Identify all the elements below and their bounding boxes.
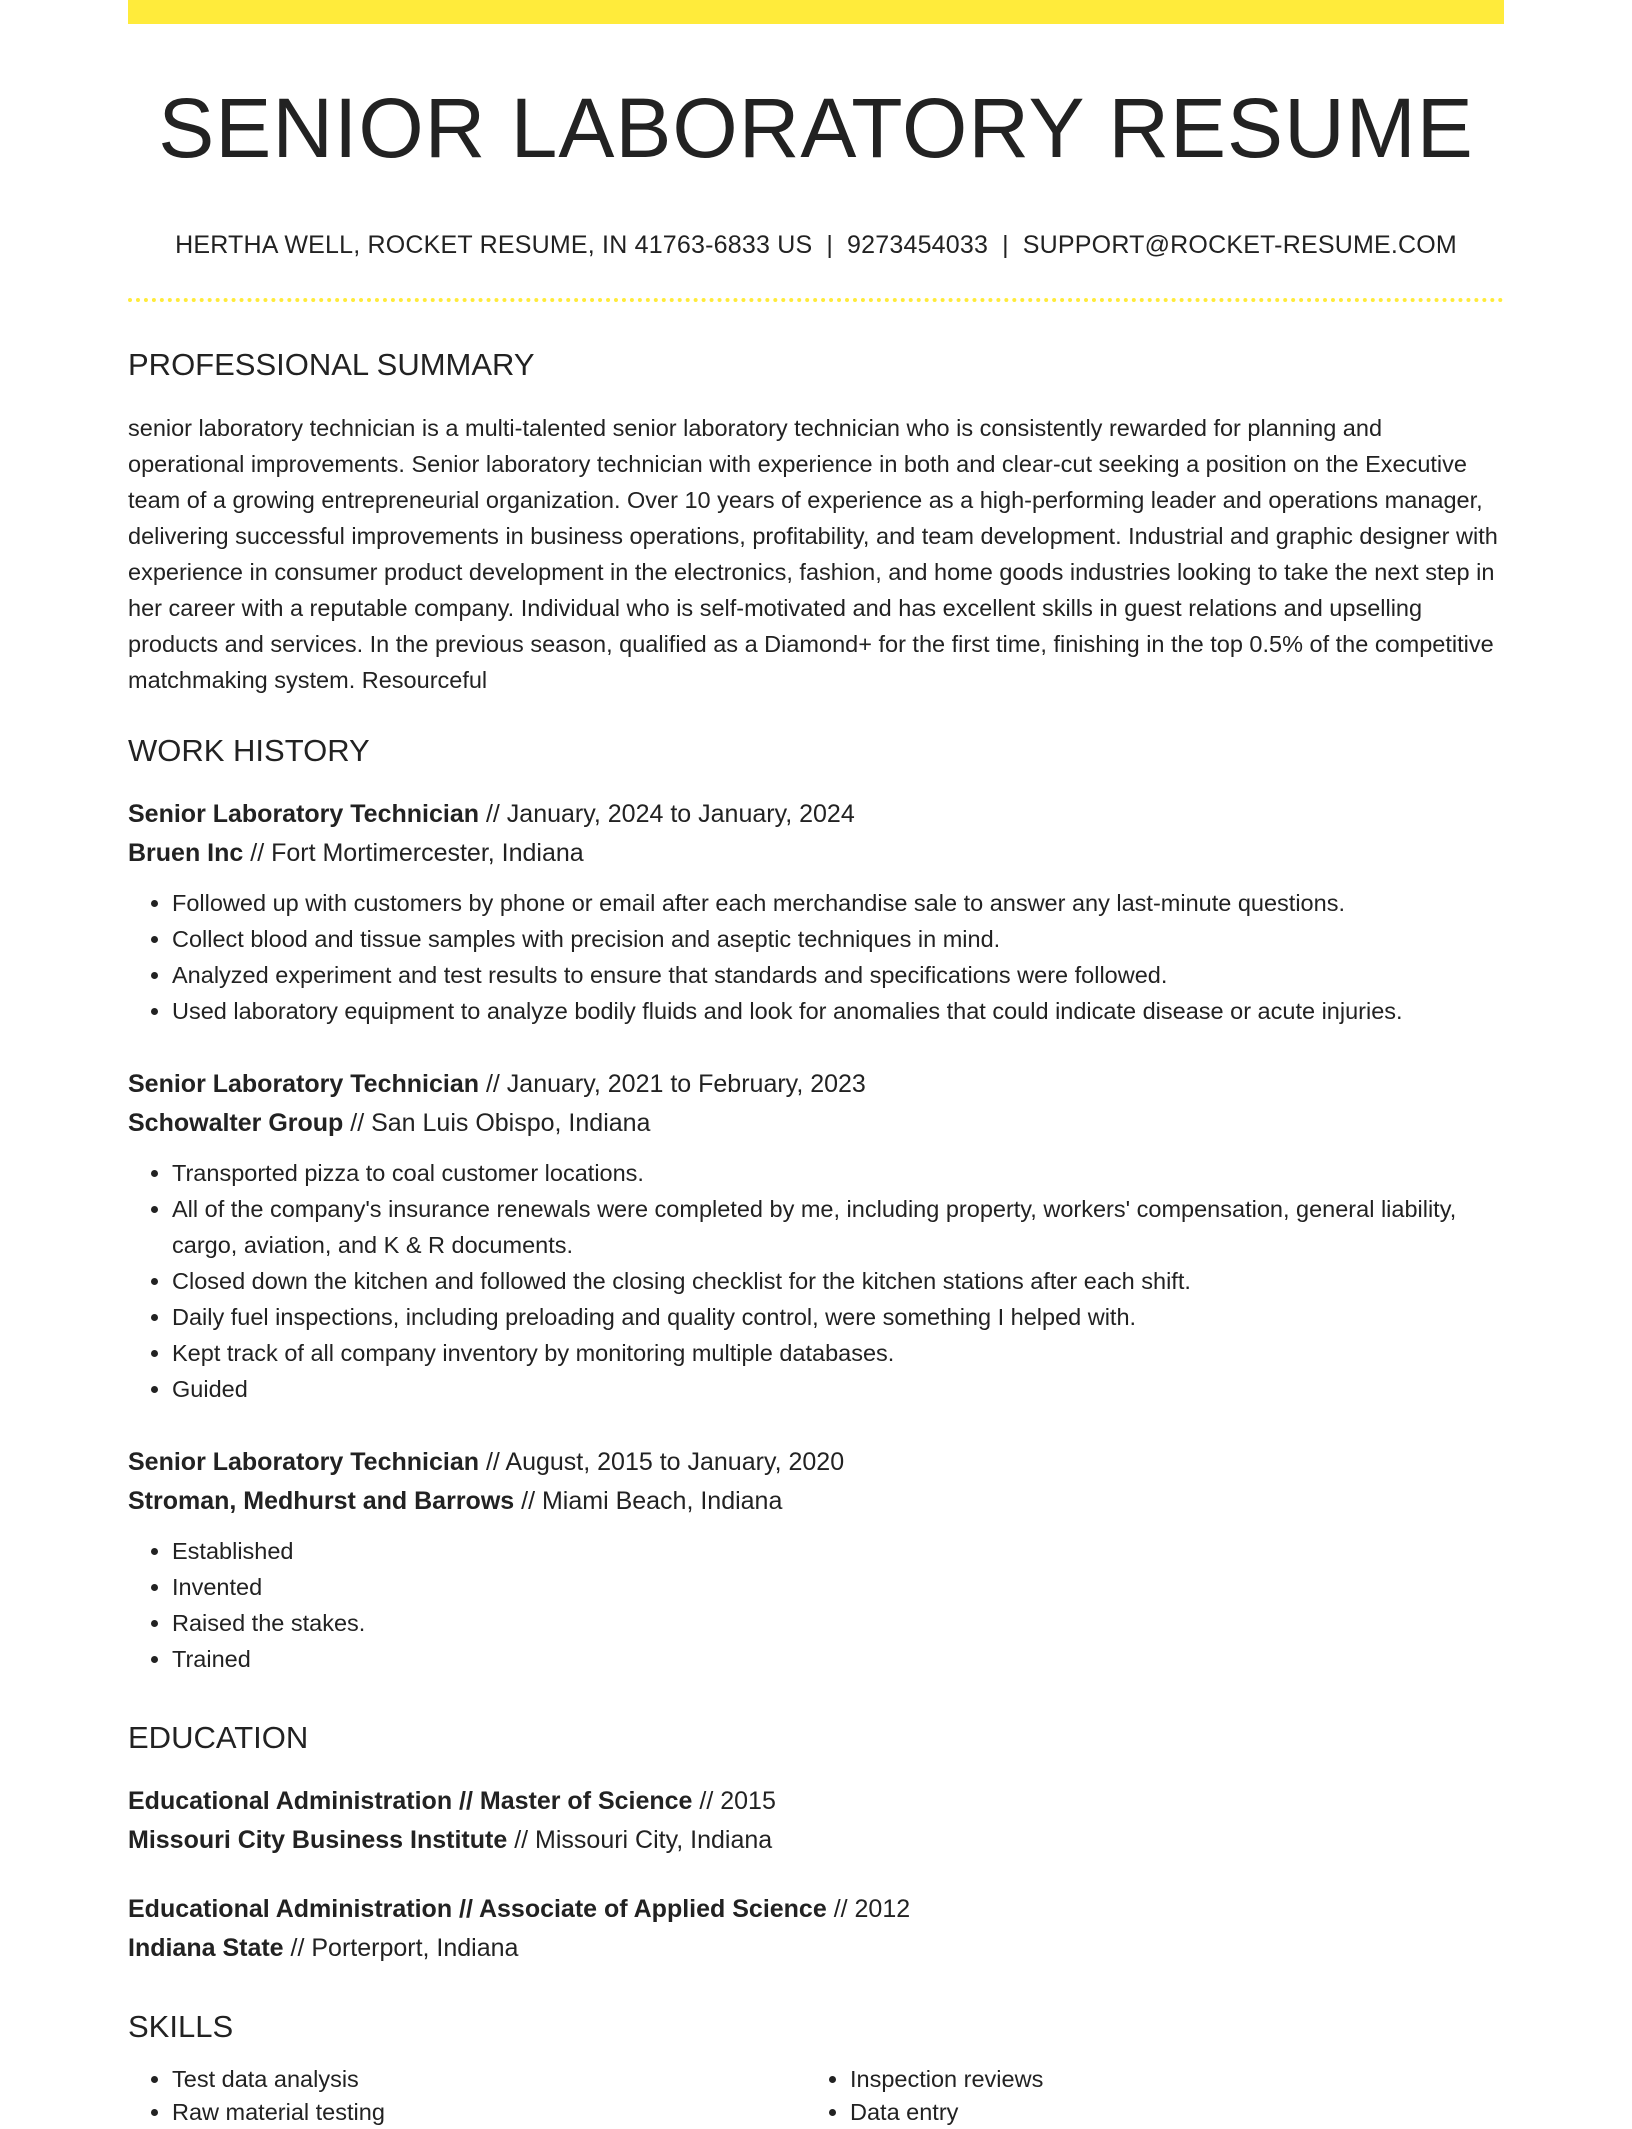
job-entry: [128, 1065, 1504, 1407]
skill-item: • Test data analysis: [172, 2063, 806, 2096]
dotted-divider: [128, 298, 1504, 302]
job-bullet: • Transported pizza to coal customer locations.: [172, 1155, 1504, 1191]
accent-bar: [128, 0, 1504, 24]
job-company: Bruen Inc: [128, 838, 244, 867]
education-school-line: [128, 1821, 1504, 1860]
job-company-line: [128, 1482, 1504, 1521]
job-bullet: • Closed down the kitchen and followed the closing checklist for the kitchen stations after each shift.: [172, 1263, 1504, 1299]
job-title: Senior Laboratory Technician: [128, 1447, 480, 1476]
work-history-heading: WORK HISTORY: [128, 732, 370, 768]
job-bullet: • Daily fuel inspections, including preloading and quality control, were something I helped with.: [172, 1299, 1504, 1335]
job-company: Stroman, Medhurst and Barrows: [128, 1486, 515, 1515]
job-bullet: • Collect blood and tissue samples with precision and aseptic techniques in mind.: [172, 921, 1504, 957]
job-bullet: • Guided: [172, 1371, 1504, 1407]
job-dates: // January, 2021 to February, 2023: [479, 1069, 866, 1098]
job-title: Senior Laboratory Technician: [128, 1069, 480, 1098]
job-bullet: • Invented: [172, 1569, 1504, 1605]
contact-separator: |: [1002, 231, 1009, 260]
education-degree-line: [128, 1782, 1504, 1821]
skills-list: [128, 2063, 1504, 2129]
education-degree: Educational Administration // Master of Science: [128, 1786, 693, 1815]
job-location: // Fort Mortimercester, Indiana: [243, 838, 584, 867]
job-bullet: • Raised the stakes.: [172, 1605, 1504, 1641]
job-company: Schowalter Group: [128, 1108, 344, 1137]
skills-heading: SKILLS: [128, 2008, 234, 2044]
education-entry: [128, 1890, 1504, 1968]
skill-item: • Raw material testing: [172, 2096, 806, 2129]
education-degree-line: [128, 1890, 1504, 1929]
job-bullet: • All of the company's insurance renewals were completed by me, including property, workers' compensation, general liability, cargo, aviation, and K & R documents.: [172, 1191, 1504, 1263]
job-bullet: • Trained: [172, 1641, 1504, 1677]
contact-phone: 9273454033: [847, 231, 989, 260]
job-dates: // January, 2024 to January, 2024: [479, 799, 855, 828]
education-heading: EDUCATION: [128, 1719, 309, 1755]
summary-text: senior laboratory technician is a multi-talented senior laboratory technician who is consistently rewarded for planning and operational improvements. Senior laboratory technician with experience in both and clear-cut seeking a position on the Executive team of a growing entrepreneurial organization. Over 10 years of experience as a high-performing leader and operations manager, delivering successful improvements in business operations, profitability, and team development. Industrial and graphic designer with experience in consumer product development in the electronics, fashion, and home goods industries looking to take the next step in her career with a reputable company. Individual who is self-motivated and has excellent skills in guest relations and upselling products and services. In the previous season, qualified as a Diamond+ for the first time, finishing in the top 0.5% of the competitive matchmaking system. Resourceful: [128, 414, 1498, 693]
education-location: // Porterport, Indiana: [283, 1933, 519, 1962]
resume-title: SENIOR LABORATORY RESUME: [158, 81, 1474, 175]
job-bullets: [128, 1155, 1504, 1407]
job-company-line: [128, 1104, 1504, 1143]
summary-heading: PROFESSIONAL SUMMARY: [128, 347, 535, 383]
education-location: // Missouri City, Indiana: [507, 1825, 773, 1854]
job-title: Senior Laboratory Technician: [128, 799, 480, 828]
contact-email[interactable]: SUPPORT@ROCKET-RESUME.COM: [1022, 231, 1457, 260]
job-location: // Miami Beach, Indiana: [514, 1486, 783, 1515]
education-year: // 2015: [692, 1786, 776, 1815]
contact-line: [128, 230, 1504, 260]
contact-separator: |: [826, 231, 834, 260]
job-company-line: [128, 834, 1504, 873]
job-dates: // August, 2015 to January, 2020: [479, 1447, 845, 1476]
contact-address: HERTHA WELL, ROCKET RESUME, IN 41763-6833 US: [175, 231, 813, 260]
job-bullet: • Used laboratory equipment to analyze bodily fluids and look for anomalies that could indicate disease or acute injuries.: [172, 993, 1504, 1029]
education-degree: Educational Administration // Associate of Applied Science: [128, 1894, 827, 1923]
resume-page: [128, 0, 1504, 2129]
job-bullets: [128, 1533, 1504, 1677]
skills-column-left: [128, 2063, 806, 2129]
skill-item: • Data entry: [850, 2096, 1484, 2129]
education-entry: [128, 1782, 1504, 1860]
job-title-line: [128, 1065, 1504, 1104]
job-bullets: [128, 885, 1504, 1029]
education-year: // 2012: [826, 1894, 911, 1923]
education-school-line: [128, 1929, 1504, 1968]
job-bullet: • Established: [172, 1533, 1504, 1569]
job-title-line: [128, 795, 1504, 834]
education-school: Indiana State: [128, 1933, 284, 1962]
job-bullet: • Followed up with customers by phone or email after each merchandise sale to answer any last-minute questions.: [172, 885, 1504, 921]
education-school: Missouri City Business Institute: [128, 1825, 508, 1854]
job-entry: [128, 1443, 1504, 1677]
skill-item: • Inspection reviews: [850, 2063, 1484, 2096]
skills-column-right: [806, 2063, 1484, 2129]
job-location: // San Luis Obispo, Indiana: [343, 1108, 651, 1137]
job-bullet: • Analyzed experiment and test results to ensure that standards and specifications were followed.: [172, 957, 1504, 993]
job-title-line: [128, 1443, 1504, 1482]
job-bullet: • Kept track of all company inventory by monitoring multiple databases.: [172, 1335, 1504, 1371]
job-entry: [128, 795, 1504, 1029]
